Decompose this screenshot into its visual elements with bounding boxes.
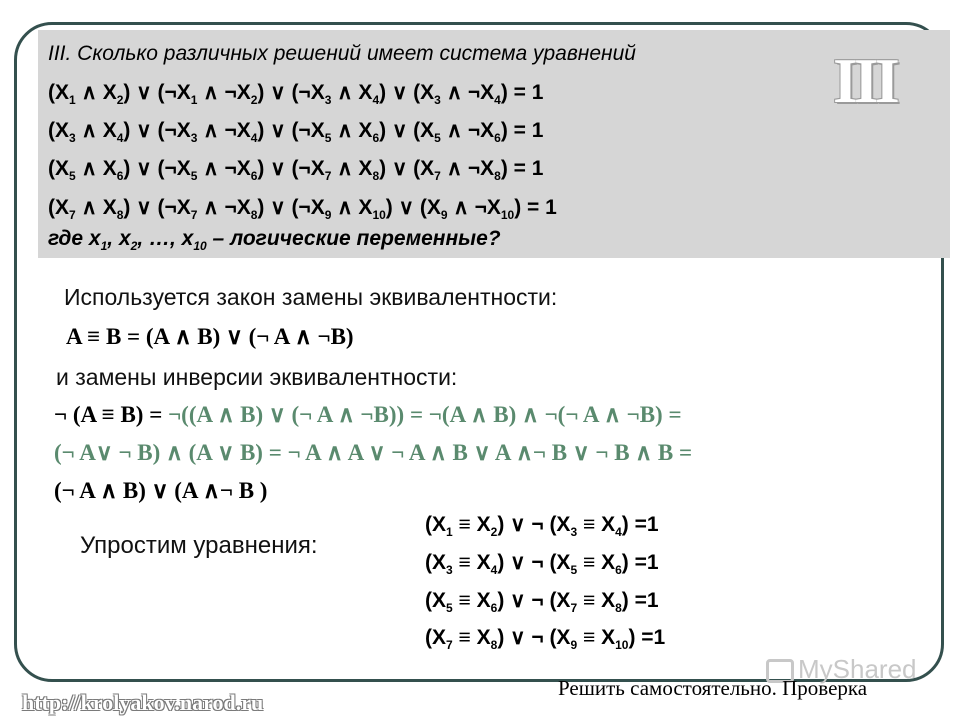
equation-line-4: ($X_7$ ∧ $X_8$) ∨ ($\neg X_7$ ∧ $\neg X_8$) ∨ ($\neg X_9$ ∧ $X_{10}$) ∨ ($X_9$ ∧ $\neg X_{10}) = 1$ [48,196,557,223]
watermark-text: MyShared [798,654,917,684]
site-url[interactable]: http://krolyakov.narod.ru [22,690,264,715]
inversion-line-2: (¬ A∨ ¬ B) ∧ (A ∨ B) = ¬ A ∧ A ∨ ¬ A ∧ B ∨ A ∧¬ B ∨ ¬ B ∧ B = [54,440,693,465]
inversion-line-1 [54,402,682,428]
simplified-equation-1: $(X_1 \equiv X_2)$ ∨ ¬ $(X_3 \equiv X_4) =1$ [425,513,659,540]
inversion-line-1-lhs: ¬ (A ≡ B) = [54,402,169,427]
section-badge: III [833,45,896,116]
equation-line-3: ($X_5$ ∧ $X_6$) ∨ ($\neg X_5$ ∧ $\neg X_6$) ∨ ($\neg X_7$ ∧ $X_8$) ∨ ($X_7$ ∧ $\neg X_8) = 1$ [48,157,544,184]
law-formula: A ≡ B = (A ∧ B) ∨ (¬ A ∧ ¬B) [66,324,354,349]
task-box [38,30,950,258]
inversion-line-3: (¬ A ∧ B) ∨ (A ∧¬ B ) [54,478,268,503]
task-heading: III. Сколько различных решений имеет система уравнений [48,42,636,65]
variables-note: где $x_1$, $x_2$, …, $x_{10}$ – логические переменные? [48,227,501,254]
simplified-equation-3: $(X_5 \equiv X_6)$ ∨ ¬ $(X_7 \equiv X_8) =1$ [425,589,659,616]
equation-line-2: ($X_3$ ∧ $X_4$) ∨ ($\neg X_3$ ∧ $\neg X_4$) ∨ ($\neg X_5$ ∧ $X_6$) ∨ ($X_5$ ∧ $\neg X_6) = 1$ [48,119,544,146]
equation-line-1: ($X_1$ ∧ $X_2$) ∨ ($\neg X_1$ ∧ $\neg X_2$) ∨ ($\neg X_3$ ∧ $X_4$) ∨ ($X_3$ ∧ $\neg X_4) = 1$ [48,81,544,108]
simplify-label: Упростим уравнения: [80,532,318,559]
self-check-note[interactable]: Решить самостоятельно. Проверка [558,676,868,700]
simplified-equation-4: $(X_7 \equiv X_8)$ ∨ ¬ $(X_9 \equiv X_{10}) =1$ [425,626,666,653]
inversion-intro: и замены инверсии эквивалентности: [56,364,458,390]
simplified-equation-2: $(X_3 \equiv X_4)$ ∨ ¬ $(X_5 \equiv X_6) =1$ [425,551,659,578]
law-intro: Используется закон замены эквивалентности: [64,284,558,310]
inversion-line-1-rhs: ¬((A ∧ B) ∨ (¬ A ∧ ¬B)) = ¬(A ∧ B) ∧ ¬(¬ A ∧ ¬B) = [168,402,682,427]
